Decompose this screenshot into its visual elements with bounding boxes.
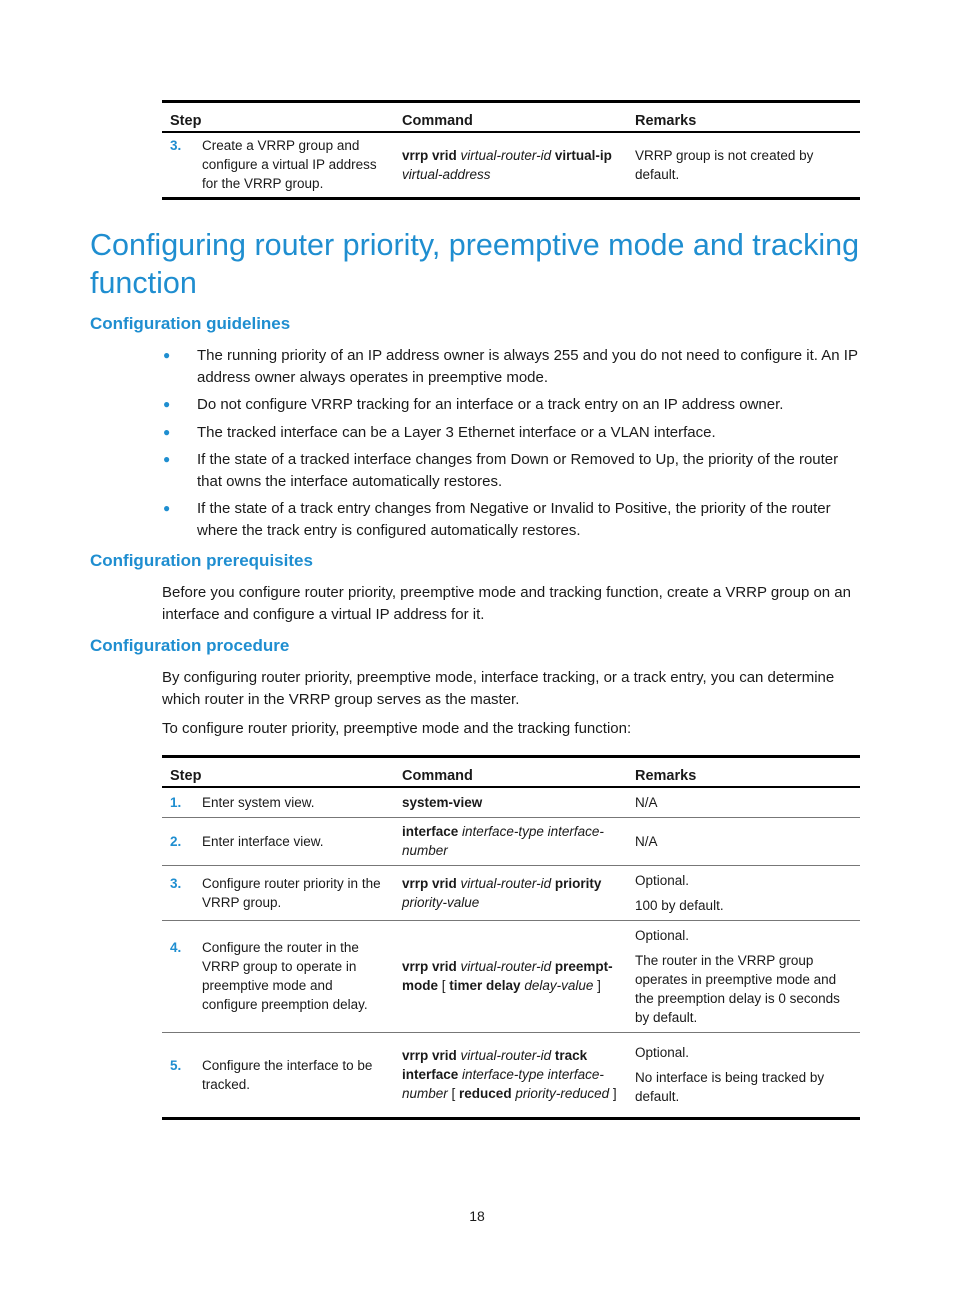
step-description: Create a VRRP group and configure a virtual IP address for the VRRP group. — [202, 138, 377, 192]
command-keyword: virtual-ip — [554, 147, 612, 163]
guidelines-heading: Configuration guidelines — [90, 314, 291, 333]
command-argument: interface-type interface-number — [402, 824, 604, 858]
list-item-text: If the state of a tracked interface changes from Down or Removed to Up, the priority of the router that owns the interface automatically restores. — [197, 451, 839, 490]
step-table-main — [162, 755, 860, 1120]
procedure-text-2: To configure router priority, preemptive mode and the tracking function: — [162, 720, 632, 737]
bullet-icon: ● — [163, 397, 171, 411]
command-cell — [394, 1032, 627, 1118]
table-row — [162, 920, 860, 1032]
command-argument: virtual-router-id — [460, 1048, 552, 1063]
list-item-text: Do not configure VRRP tracking for an interface or a track entry on an IP address owner. — [197, 396, 784, 413]
step-cell — [162, 817, 394, 865]
command-keyword: vrrp vrid — [402, 875, 457, 891]
remarks-cell — [627, 787, 860, 817]
step-number: 3. — [170, 138, 182, 154]
table-row — [162, 787, 860, 817]
command-text: [ — [438, 978, 450, 993]
bullet-icon: ● — [163, 348, 171, 362]
command-keyword: vrrp vrid — [402, 147, 457, 163]
list-item — [162, 422, 867, 444]
command-keyword: preempt-mode — [402, 959, 613, 993]
step-number: 4. — [170, 940, 182, 955]
header-command: Command — [394, 757, 627, 788]
guidelines-list — [162, 345, 867, 547]
command-text: ] — [593, 978, 601, 993]
remark-text: N/A — [635, 794, 658, 810]
bullet-icon: ● — [163, 424, 171, 439]
remarks-cell — [627, 920, 860, 1032]
command-text: [ — [447, 1086, 460, 1101]
step-description: Configure router priority in the VRRP group. — [202, 875, 381, 910]
remarks-cell — [627, 132, 860, 198]
list-item-text: The running priority of an IP address owner is always 255 and you do not need to configure it. An IP address owner always operates in preemptive mode. — [197, 347, 858, 386]
table-row — [162, 132, 860, 198]
header-command: Command — [394, 102, 627, 133]
step-number: 5. — [170, 1057, 182, 1073]
step-cell — [162, 920, 394, 1032]
page-number: 18 — [469, 1208, 485, 1224]
command-argument: virtual-router-id — [460, 959, 552, 974]
step-table-top — [162, 100, 860, 200]
command-keyword: vrrp vrid — [402, 959, 457, 974]
remarks-cell — [627, 1032, 860, 1118]
remark-text: Optional. — [635, 1045, 690, 1060]
step-cell — [162, 1032, 394, 1118]
remark-text: Optional. — [635, 927, 690, 943]
step-number: 1. — [170, 794, 182, 810]
command-cell — [394, 817, 627, 865]
command-argument: interface-type interface-number — [402, 1067, 604, 1101]
command-cell — [394, 132, 627, 198]
command-keyword: timer delay — [449, 978, 521, 993]
step-description: Enter interface view. — [202, 833, 324, 849]
command-cell — [394, 920, 627, 1032]
remark-text: 100 by default. — [635, 897, 724, 913]
bullet-icon: ● — [163, 501, 171, 515]
command-argument: virtual-router-id — [460, 875, 552, 891]
command-argument: delay-value — [524, 978, 594, 993]
table-header-row — [162, 757, 860, 788]
list-item — [162, 498, 867, 541]
command-keyword: vrrp vrid — [402, 1048, 457, 1063]
remark-text: No interface is being tracked by default. — [635, 1070, 825, 1104]
list-item-text: If the state of a track entry changes from Negative or Invalid to Positive, the priority of the router where the track entry is configured automatically restores. — [197, 500, 831, 539]
step-number: 2. — [170, 833, 182, 849]
table-row — [162, 865, 860, 920]
step-cell — [162, 132, 394, 198]
command-argument: virtual-address — [402, 166, 491, 182]
command-text: ] — [609, 1086, 617, 1101]
command-keyword: track interface — [402, 1048, 588, 1082]
table-row — [162, 817, 860, 865]
step-cell — [162, 787, 394, 817]
section-title: Configuring router priority, preemptive mode and tracking function — [90, 228, 860, 300]
remark-text: Optional. — [635, 872, 690, 888]
header-step: Step — [162, 757, 394, 788]
remark-text: VRRP group is not created by default. — [635, 147, 814, 182]
step-description: Configure the router in the VRRP group to operate in preemptive mode and configure preemption delay. — [202, 940, 368, 1012]
remarks-cell — [627, 817, 860, 865]
header-step: Step — [162, 102, 394, 133]
command-cell — [394, 865, 627, 920]
procedure-heading: Configuration procedure — [90, 636, 290, 655]
table-row — [162, 1032, 860, 1118]
prerequisites-text: Before you configure router priority, preemptive mode and tracking function, create a VRRP group on an interface and configure a virtual IP address for it. — [162, 584, 851, 623]
command-argument: priority-value — [402, 894, 480, 910]
command-keyword: system-view — [402, 794, 483, 810]
list-item — [162, 394, 867, 416]
table-header-row — [162, 102, 860, 133]
remark-text: N/A — [635, 833, 658, 849]
command-argument: virtual-router-id — [460, 147, 552, 163]
command-keyword: interface — [402, 824, 459, 839]
step-number: 3. — [170, 875, 182, 891]
command-keyword: priority — [554, 875, 602, 891]
list-item — [162, 345, 867, 388]
command-keyword: reduced — [459, 1086, 512, 1101]
step-description: Configure the interface to be tracked. — [202, 1057, 373, 1092]
list-item — [162, 449, 867, 492]
step-description: Enter system view. — [202, 794, 315, 810]
header-remarks: Remarks — [627, 757, 860, 788]
command-argument: priority-reduced — [515, 1086, 610, 1101]
command-cell — [394, 787, 627, 817]
prerequisites-heading: Configuration prerequisites — [90, 551, 313, 570]
step-cell — [162, 865, 394, 920]
procedure-text-1: By configuring router priority, preemptive mode, interface tracking, or a track entry, you can determine which router in the VRRP group serves as the master. — [162, 669, 835, 708]
header-remarks: Remarks — [627, 102, 860, 133]
remark-text: The router in the VRRP group operates in preemptive mode and the preemption delay is 0 seconds by default. — [635, 952, 840, 1025]
remarks-cell — [627, 865, 860, 920]
bullet-icon: ● — [163, 452, 171, 466]
list-item-text: The tracked interface can be a Layer 3 Ethernet interface or a VLAN interface. — [197, 423, 716, 441]
